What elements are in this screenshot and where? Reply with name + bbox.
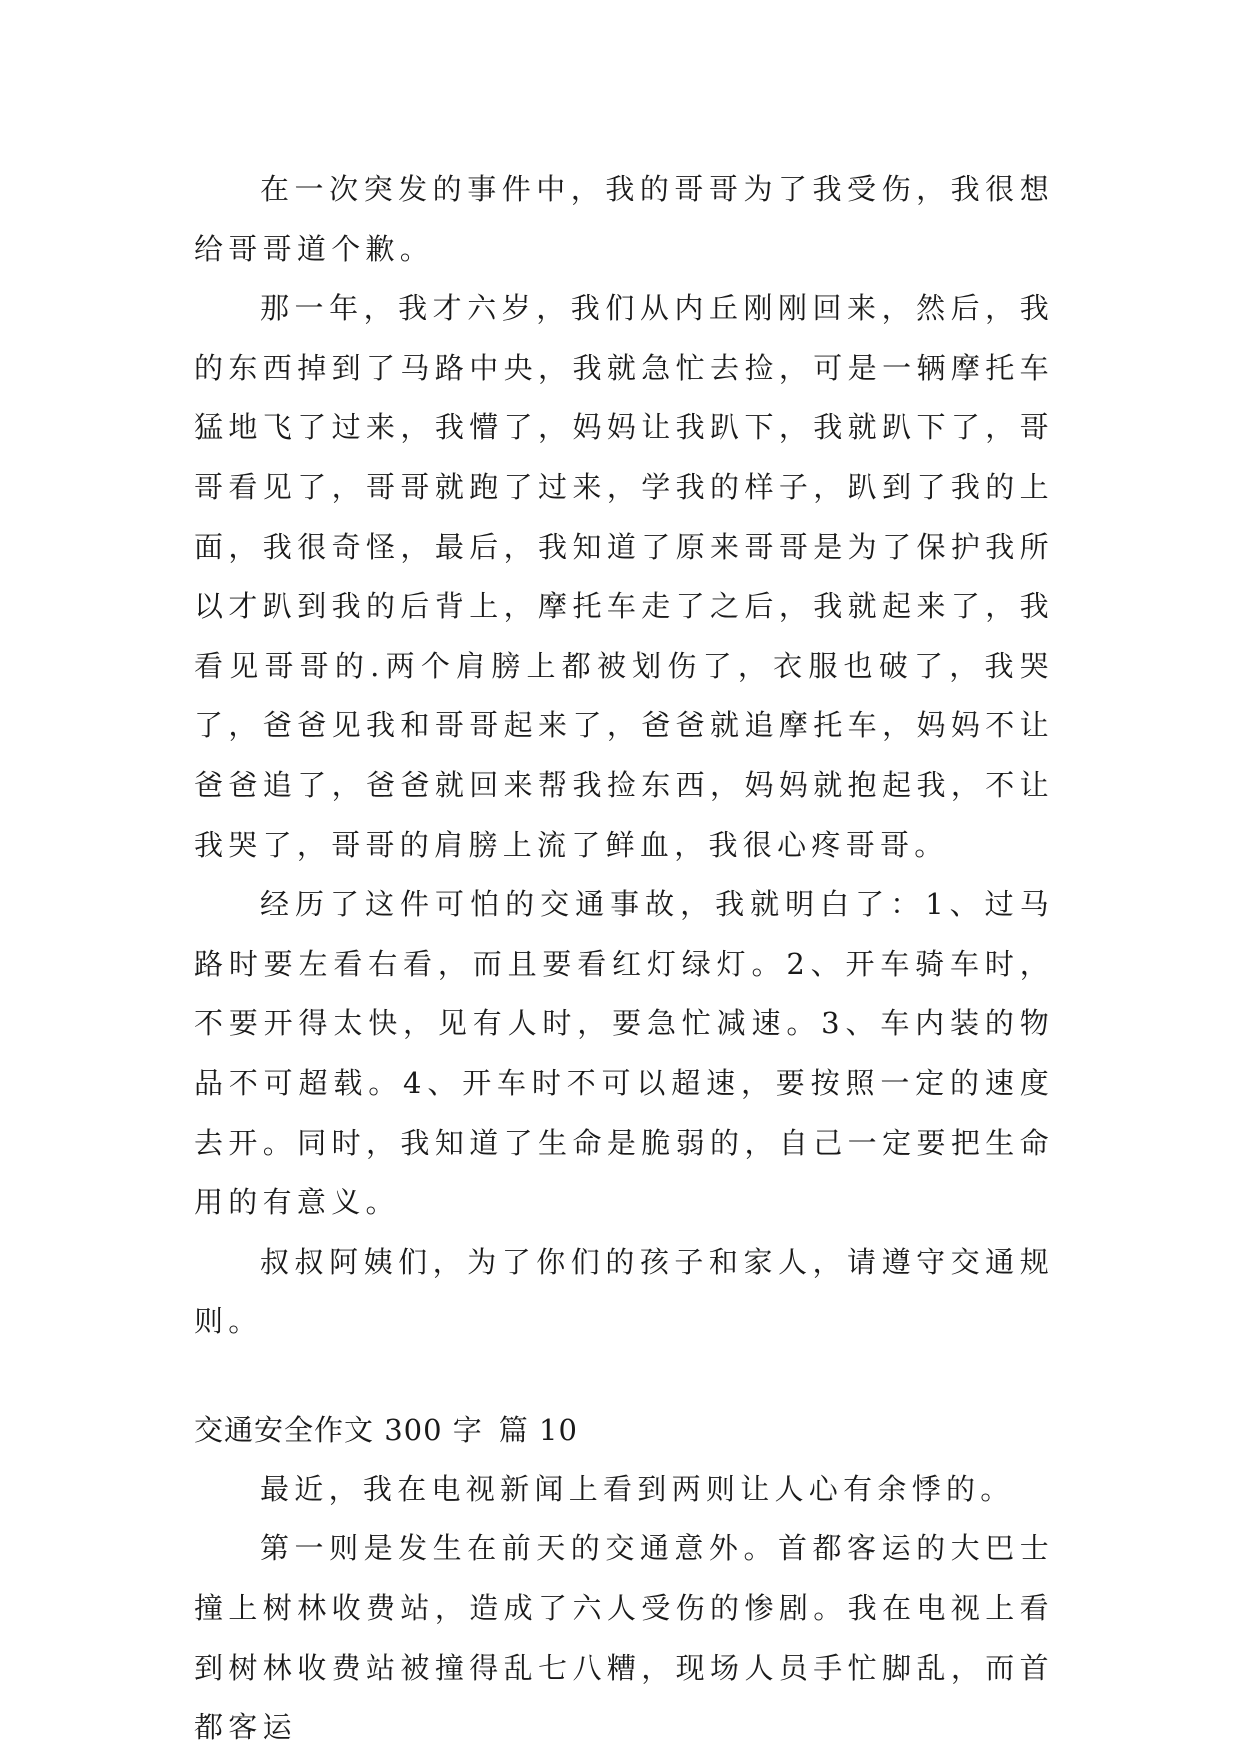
section-heading-number: 篇 10	[498, 1412, 578, 1447]
section-heading-title: 交通安全作文 300 字	[194, 1412, 483, 1447]
paragraph: 经历了这件可怕的交通事故，我就明白了：1、过马路时要左看右看，而且要看红灯绿灯。2、开车骑车时，不要开得太快，见有人时，要急忙减速。3、车内装的物品不可超载。4、开车时不可以超速，要按照一定的速度去开。同时，我知道了生命是脆弱的，自己一定要把生命用的有意义。	[194, 887, 1054, 1220]
paragraph: 第一则是发生在前天的交通意外。首都客运的大巴士撞上树林收费站，造成了六人受伤的惨剧。我在电视上看到树林收费站被撞得乱七八糟，现场人员手忙脚乱，而首都客运	[194, 1531, 1054, 1745]
paragraph: 最近，我在电视新闻上看到两则让人心有余悸的。	[260, 1471, 1015, 1506]
document-page	[194, 160, 1054, 1758]
section-heading	[194, 1400, 1054, 1460]
paragraph: 那一年，我才六岁，我们从内丘刚刚回来，然后，我的东西掉到了马路中央，我就急忙去捡，可是一辆摩托车猛地飞了过来，我懵了，妈妈让我趴下，我就趴下了，哥哥看见了，哥哥就跑了过来，学我的样子，趴到了我的上面，我很奇怪，最后，我知道了原来哥哥是为了保护我所以才趴到我的后背上，摩托车走了之后，我就起来了，我看见哥哥的.两个肩膀上都被划伤了，衣服也破了，我哭了，爸爸见我和哥哥起来了，爸爸就追摩托车，妈妈不让爸爸追了，爸爸就回来帮我捡东西，妈妈就抱起我，不让我哭了，哥哥的肩膀上流了鲜血，我很心疼哥哥。	[194, 291, 1054, 862]
paragraph: 在一次突发的事件中，我的哥哥为了我受伤，我很想给哥哥道个歉。	[194, 172, 1054, 266]
paragraph: 叔叔阿姨们，为了你们的孩子和家人，请遵守交通规则。	[194, 1244, 1054, 1339]
